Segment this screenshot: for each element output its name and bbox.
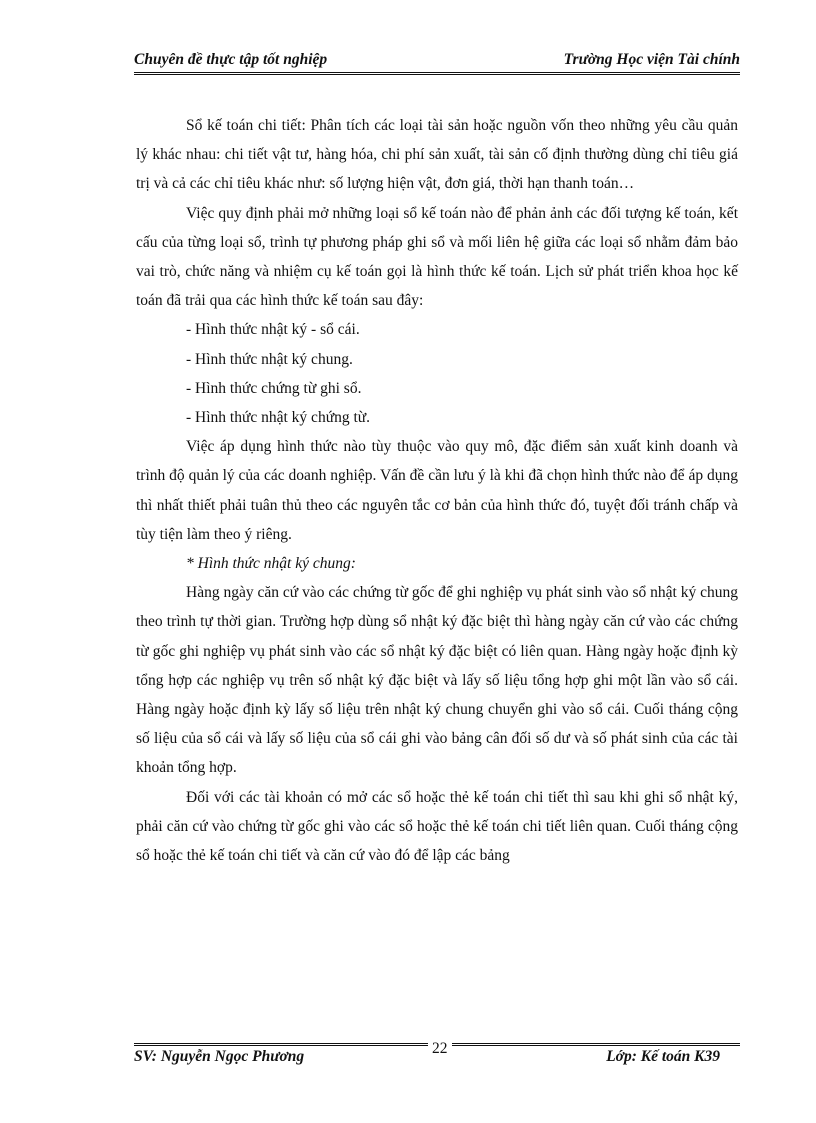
paragraph-accounting-forms: Việc quy định phải mở những loại sổ kế toán nào để phản ảnh các đối tượng kế toán, kết cấu của từng loại sổ, trình tự phương pháp ghi sổ và mối liên hệ giữa các loại sổ nhằm đảm bảo vai trò, chức năng và nhiệm cụ kế toán gọi là hình thức kế toán. Lịch sử phát triển khoa học kế toán đã trải qua các hình thức kế toán sau đây: — [136, 204, 738, 310]
page-number: 22 — [428, 1040, 452, 1058]
header-institution: Trường Học viện Tài chính — [563, 51, 740, 68]
paragraph-detail-accounts: Đối với các tài khoản có mở các sổ hoặc thẻ kế toán chi tiết thì sau khi ghi sổ nhật ký, phải căn cứ vào chứng từ gốc ghi vào các sổ hoặc thẻ kế toán chi tiết liên quan. Cuối tháng cộng sổ hoặc thẻ kế toán chi tiết và căn cứ vào đó để lập các bảng — [136, 788, 738, 865]
section-heading-general-journal: * Hình thức nhật ký chung: — [186, 555, 356, 573]
header-document-title: Chuyên đề thực tập tốt nghiệp — [134, 51, 328, 68]
footer-student-name: SV: Nguyễn Ngọc Phương — [134, 1048, 305, 1065]
page-footer — [134, 1040, 740, 1072]
list-item-form-4: - Hình thức nhật ký chứng từ. — [186, 409, 371, 427]
footer-class: Lớp: Kế toán K39 — [606, 1048, 720, 1065]
paragraph-applying-form: Việc áp dụng hình thức nào tùy thuộc vào quy mô, đặc điểm sản xuất kinh doanh và trình độ quản lý của các doanh nghiệp. Vấn đề cần lưu ý là khi đã chọn hình thức nào để áp dụng thì nhất thiết phải tuân thủ theo các nguyên tắc cơ bản của hình thức đó, tuyệt đối tránh chấp và tùy tiện làm theo ý riêng. — [136, 438, 738, 543]
list-item-form-1: - Hình thức nhật ký - sổ cái. — [186, 321, 360, 339]
list-item-form-2: - Hình thức nhật ký chung. — [186, 350, 353, 368]
paragraph-daily-recording: Hàng ngày căn cứ vào các chứng từ gốc để ghi nghiệp vụ phát sinh vào sổ nhật ký chung theo trình tự thời gian. Trường hợp dùng sổ nhật ký đặc biệt thì hàng ngày căn cứ vào các chứng từ gốc ghi nghiệp vụ phát sinh vào các sổ nhật ký đặc biệt có liên quan. Hàng ngày hoặc định kỳ tổng hợp các nghiệp vụ trên số nhật ký đặc biệt và lấy số liệu tổng hợp ghi một lần vào sổ cái. Hàng ngày hoặc định kỳ lấy số liệu trên nhật ký chung chuyển ghi vào sổ cái. Cuối tháng cộng số liệu của sổ cái và lấy số liệu của sổ cái ghi vào bảng cân đối số dư và số phát sinh của các tài khoản tổng hợp. — [136, 584, 738, 777]
document-body — [136, 111, 738, 870]
page-header — [134, 48, 740, 75]
list-item-form-3: - Hình thức chứng từ ghi sổ. — [186, 379, 362, 397]
paragraph-detail-ledger: Sổ kế toán chi tiết: Phân tích các loại tài sản hoặc nguồn vốn theo những yêu cầu quản lý khác nhau: chi tiết vật tư, hàng hóa, chi phí sản xuất, tài sản cố định thường dùng chỉ tiêu giá trị và cả các chỉ tiêu khác như: số lượng hiện vật, đơn giá, thời hạn thanh toán… — [136, 117, 738, 193]
